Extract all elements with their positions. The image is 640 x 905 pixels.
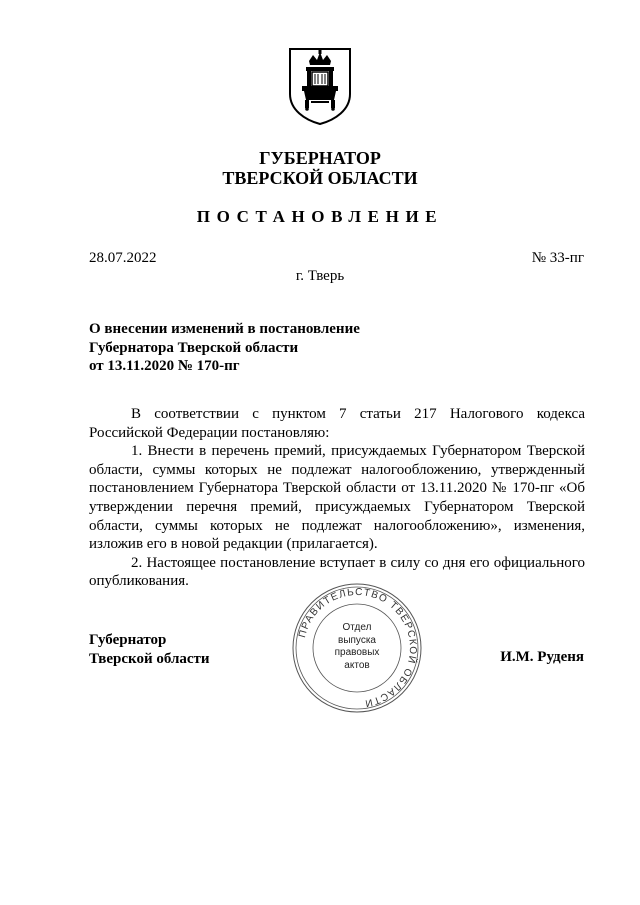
signatory-position xyxy=(89,631,210,668)
stamp-inner-line: выпуска xyxy=(338,634,376,646)
document-city: г. Тверь xyxy=(295,268,345,284)
document-number: № 33-пг xyxy=(531,250,584,266)
coat-of-arms-icon xyxy=(287,46,353,126)
document-date: 28.07.2022 xyxy=(89,250,157,266)
stamp-inner-line: правовых xyxy=(334,647,380,659)
document-subject xyxy=(89,320,360,376)
stamp-ring-text: ПРАВИТЕЛЬСТВО ТВЕРСКОЙ ОБЛАСТИ xyxy=(297,586,419,709)
clause-1-paragraph: 1. Внести в перечень премий, присуждаемых Губернатором Тверской области, суммы которых не подлежат налогообложению, утвержденный постановлением Губернатора Тверской области от 13.11.2020 № 170-пг «Об утверждении перечня премий, присуждаемых Губернатором Тверской области, суммы которых не подлежат налогообложению», изменения, изложив его в новой редакции (прилагается). xyxy=(89,443,585,553)
signatory-name: И.М. Руденя xyxy=(500,649,584,665)
stamp-inner-text xyxy=(323,622,391,672)
stamp-inner-line: актов xyxy=(344,659,370,671)
clause-2-paragraph: 2. Настоящее постановление вступает в силу со дня его официального опубликования. xyxy=(89,554,585,590)
document-body xyxy=(89,405,585,591)
preamble-paragraph: В соответствии с пунктом 7 статьи 217 Налогового кодекса Российской Федерации постановляю: xyxy=(89,406,585,441)
signatory-position-line: Тверской области xyxy=(89,650,210,667)
authority-title: ГУБЕРНАТОР xyxy=(259,148,381,168)
subject-line: от 13.11.2020 № 170-пг xyxy=(89,358,240,374)
signatory-position-line: Губернатор xyxy=(89,632,167,648)
document-type-title: ПОСТАНОВЛЕНИЕ xyxy=(196,207,444,226)
stamp-inner-line: Отдел xyxy=(342,622,372,633)
subject-line: Губернатора Тверской области xyxy=(89,339,299,356)
authority-region: ТВЕРСКОЙ ОБЛАСТИ xyxy=(222,168,418,188)
subject-line: О внесении изменений в постановление xyxy=(89,321,360,337)
